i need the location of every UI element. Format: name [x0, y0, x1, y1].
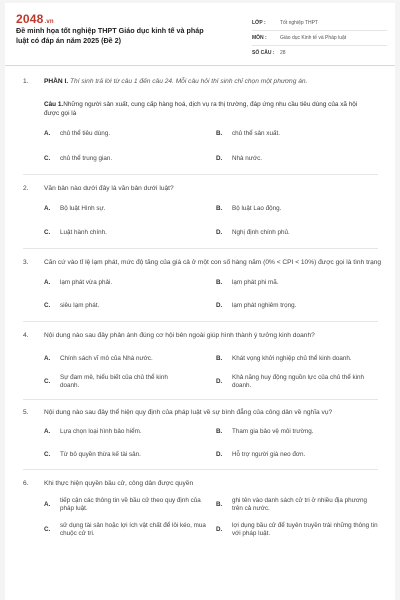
option-text: Sự đam mê, hiểu biết của chủ thể kinh doanh.: [60, 373, 168, 389]
option-letter: B.: [216, 204, 223, 212]
option-text: Luật hành chính.: [60, 228, 107, 236]
meta-row-subject: [252, 31, 387, 46]
option-letter: D.: [216, 377, 223, 385]
option-letter: D.: [216, 228, 223, 236]
option-letter: B.: [216, 354, 223, 362]
option-text: sử dụng tài sản hoặc lợi ích vật chất để lôi kéo, mua chuộc cử tri.: [60, 521, 206, 537]
option-c[interactable]: [44, 521, 216, 539]
option-text: Bộ luật Hình sự.: [60, 204, 106, 212]
question-text: Khi thực hiện quyền bầu cử, công dân được quyền: [44, 480, 194, 487]
question-5: [5, 408, 395, 417]
option-text: Chính sách vĩ mô của Nhà nước.: [60, 354, 153, 362]
option-c[interactable]: [44, 301, 216, 311]
question-body: Những người sản xuất, cung cấp hàng hoá, dịch vụ ra thị trường, đáp ứng nhu cầu tiêu dùng của xã hội được gọi là: [44, 101, 358, 117]
option-letter: B.: [216, 427, 223, 435]
option-letter: A.: [44, 427, 51, 435]
option-text: Tham gia bảo vệ môi trường.: [232, 427, 314, 435]
section-header: [5, 77, 395, 86]
option-text: Lựa chọn loại hình bảo hiểm.: [60, 427, 142, 435]
exam-meta: [252, 16, 387, 60]
option-d[interactable]: [216, 373, 381, 391]
option-text: Bộ luật Lao động.: [232, 204, 282, 212]
question-text: Nội dung nào sau đây phản ánh đúng cơ hội bên ngoài giúp hình thành ý tưởng kinh doanh?: [44, 332, 315, 339]
option-letter: A.: [44, 354, 51, 362]
option-text: Khát vọng khởi nghiệp chủ thể kinh doanh.: [232, 354, 352, 362]
section-instruction: [44, 77, 382, 86]
meta-key: LỚP :: [252, 20, 266, 26]
question-text: Nội dung nào sau đây thể hiện quy định của pháp luật về sự bình đẳng của công dân về nghĩa vụ?: [44, 409, 333, 416]
question-4-options: [44, 350, 395, 391]
site-logo[interactable]: [16, 12, 54, 26]
meta-key: SỐ CÂU :: [252, 50, 275, 56]
option-a[interactable]: [44, 427, 216, 437]
option-letter: C.: [44, 228, 51, 236]
option-letter: B.: [216, 500, 223, 508]
meta-key: MÔN :: [252, 35, 267, 41]
option-letter: C.: [44, 450, 51, 458]
question-divider: [23, 469, 378, 470]
logo-main: 2048: [16, 12, 44, 26]
option-d[interactable]: [216, 154, 381, 164]
option-a[interactable]: [44, 204, 216, 214]
option-text: Từ bỏ quyền thừa kế tài sản.: [60, 450, 141, 458]
option-c[interactable]: [44, 154, 216, 164]
option-b[interactable]: [216, 496, 381, 514]
question-6: [5, 479, 395, 488]
option-d[interactable]: [216, 521, 381, 539]
option-letter: D.: [216, 154, 223, 162]
document-title: Đề minh họa tốt nghiệp THPT Giáo dục kinh tế và pháp luật có đáp án năm 2025 (Đề 2): [16, 26, 204, 45]
option-letter: A.: [44, 204, 51, 212]
question-divider: [23, 174, 378, 175]
option-text: lợi dụng bầu cử để tuyên truyền trái những thông tin với pháp luật.: [232, 521, 378, 537]
question-2: [5, 184, 395, 193]
option-letter: C.: [44, 154, 51, 162]
option-letter: A.: [44, 129, 51, 137]
meta-value: Giáo dục Kinh tế và Pháp luật: [280, 35, 347, 41]
question-1-text: [44, 100, 362, 118]
question-text: Văn bản nào dưới đây là văn bản dưới luật?: [44, 185, 174, 192]
option-a[interactable]: [44, 129, 216, 139]
question-label: Câu 1.: [44, 101, 64, 108]
option-text: lạm phát phi mã.: [232, 278, 279, 286]
option-text: lạm phát vừa phải.: [60, 278, 113, 286]
option-b[interactable]: [216, 350, 381, 368]
question-6-options: [44, 496, 395, 539]
section-note: Thí sinh trả lời từ câu 1 đến câu 24. Mỗi câu hỏi thí sinh chỉ chọn một phương án.: [70, 78, 308, 85]
option-text: ghi tên vào danh sách cử tri ở nhiều địa phương trên cả nước.: [232, 496, 368, 512]
meta-row-class: [252, 16, 387, 31]
question-divider: [23, 399, 378, 400]
option-text: chủ thể trung gian.: [60, 154, 113, 162]
option-text: Nghị định chính phủ.: [232, 228, 290, 236]
logo-suffix: .vn: [44, 19, 54, 25]
question-number: 3.: [23, 259, 29, 266]
question-3-options: [44, 278, 395, 311]
option-letter: C.: [44, 377, 51, 385]
question-divider: [23, 321, 378, 322]
exam-content: [5, 77, 395, 539]
question-5-options: [44, 427, 395, 460]
option-letter: C.: [44, 301, 51, 309]
option-text: lạm phát nghiêm trọng.: [232, 301, 297, 309]
option-b[interactable]: [216, 427, 381, 437]
question-number: 5.: [23, 409, 29, 416]
option-a[interactable]: [44, 350, 216, 368]
option-text: chủ thể sản xuất.: [232, 129, 280, 137]
option-text: Hỗ trợ người già neo đơn.: [232, 450, 306, 458]
option-letter: D.: [216, 301, 223, 309]
question-2-options: [44, 204, 395, 238]
option-letter: B.: [216, 129, 223, 137]
option-a[interactable]: [44, 278, 216, 288]
section-title: PHẦN I.: [44, 78, 69, 85]
option-d[interactable]: [216, 301, 381, 311]
option-c[interactable]: [44, 228, 216, 238]
meta-row-count: [252, 46, 387, 60]
question-number: 2.: [23, 185, 29, 192]
question-1-options: [44, 129, 395, 164]
question-3: [5, 258, 395, 267]
option-letter: C.: [44, 525, 51, 533]
option-letter: D.: [216, 525, 223, 533]
question-number: 1.: [23, 78, 29, 85]
option-a[interactable]: [44, 496, 216, 514]
option-letter: D.: [216, 450, 223, 458]
question-4: [5, 331, 395, 340]
question-number: 6.: [23, 480, 29, 487]
option-b[interactable]: [216, 278, 381, 288]
option-c[interactable]: [44, 373, 216, 391]
meta-value: 28: [280, 50, 286, 56]
meta-value: Tốt nghiệp THPT: [280, 20, 318, 26]
option-letter: B.: [216, 278, 223, 286]
option-text: Nhà nước.: [232, 154, 263, 162]
option-text: siêu lạm phát.: [60, 301, 100, 309]
option-text: tiếp cận các thông tin về bầu cử theo quy định của pháp luật.: [60, 496, 201, 512]
option-text: chủ thể tiêu dùng.: [60, 129, 111, 137]
exam-page: [5, 3, 395, 600]
question-divider: [23, 248, 378, 249]
option-b[interactable]: [216, 129, 381, 139]
option-d[interactable]: [216, 228, 381, 238]
option-letter: A.: [44, 500, 51, 508]
option-text: Khả năng huy động nguồn lực của chủ thể kinh doanh.: [232, 373, 365, 389]
option-letter: A.: [44, 278, 51, 286]
option-c[interactable]: [44, 450, 216, 460]
option-b[interactable]: [216, 204, 381, 214]
page-header: [5, 3, 395, 66]
option-d[interactable]: [216, 450, 381, 460]
question-number: 4.: [23, 332, 29, 339]
question-text: Căn cứ vào tỉ lệ lạm phát, mức độ tăng của giá cả ở một con số hàng năm (0% < CPI < 10%) được gọi là tình trạng: [44, 259, 382, 266]
